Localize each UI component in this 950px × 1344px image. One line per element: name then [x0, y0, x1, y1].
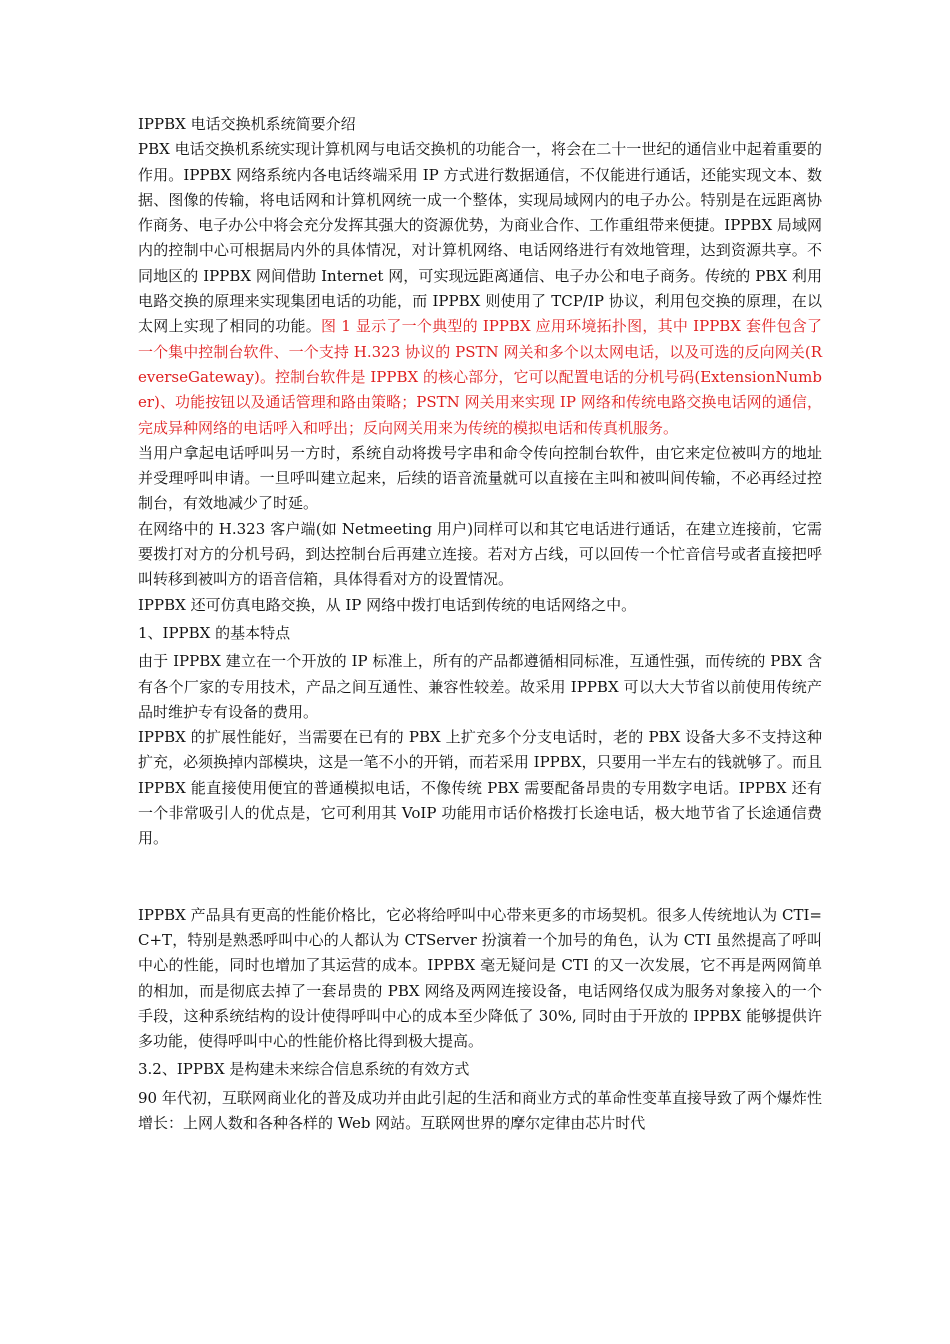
blank-spacer — [138, 852, 822, 903]
document-body — [138, 112, 822, 1136]
document-title: IPPBX 电话交换机系统简要介绍 — [138, 115, 356, 133]
call-flow-paragraph: 当用户拿起电话呼叫另一方时，系统自动将拨号字串和命令传向控制台软件，由它来定位被叫方的地址并受理呼叫申请。一旦呼叫建立起来，后续的语音流量就可以直接在主叫和被叫间传输，不必再经过控制台，有效地减少了时延。 — [138, 443, 822, 513]
intro-highlighted-text: 图 1 显示了一个典型的 IPPBX 应用环境拓扑图，其中 IPPBX 套件包含了一个集中控制台软件、一个支持 H.323 协议的 PSTN 网关和多个以太网电话，以及可选的反向网关(ReverseGateway)。控制台软件是 IPPBX 的核心部分，它可以配置电话的分机号码(ExtensionNumber)、功能按钮以及通话管理和路由策略；PSTN 网关用来实现 IP 网络和传统电路交换电话网的通信，完成异种网络的电话呼入和呼出；反向网关用来为传统的模拟电话和传真机服务。 — [138, 317, 822, 437]
h323-client-paragraph: 在网络中的 H.323 客户端(如 Netmeeting 用户)同样可以和其它电话进行通话，在建立连接前，它需要拨打对方的分机号码，到达控制台后再建立连接。若对方占线，可以回传一个忙音信号或者直接把呼叫转移到被叫方的语音信箱，具体得看对方的设置情况。 — [138, 519, 822, 589]
section-heading-basic-features: 1、IPPBX 的基本特点 — [138, 623, 291, 642]
emulation-paragraph: IPPBX 还可仿真电路交换，从 IP 网络中拨打电话到传统的电话网络之中。 — [138, 595, 637, 614]
scalability-paragraph: IPPBX 的扩展性能好，当需要在已有的 PBX 上扩充多个分支电话时，老的 PBX 设备大多不支持这种扩充，必须换掉内部模块，这是一笔不小的开销，而若采用 IPPBX，只要用一半左右的钱就够了。而且 IPPBX 能直接使用便宜的普通模拟电话，不像传统 PBX 需要配备昂贵的专用数字电话。IPPBX 还有一个非常吸引人的优点是，它可利用其 VoIP 功能用市话价格拨打长途电话，极大地节省了长途通信费用。 — [138, 728, 822, 848]
intro-paragraph — [138, 137, 822, 441]
intro-text: PBX 电话交换机系统实现计算机网与电话交换机的功能合一，将会在二十一世纪的通信业中起着重要的作用。IPPBX 网络系统内各电话终端采用 IP 方式进行数据通信，不仅能进行通话，还能实现文本、数据、图像的传输，将电话网和计算机网统一成一个整体，实现局域网内的电子办公。特别是在远距离协作商务、电子办公中将会充分发挥其强大的资源优势，为商业合作、工作重组带来便捷。IPPBX 局域网内的控制中心可根据局内外的具体情况，对计算机网络、电话网络进行有效地管理，达到资源共享。不同地区的 IPPBX 网间借助 Internet 网，可实现远距离通信、电子办公和电子商务。传统的 PBX 利用电路交换的原理来实现集团电话的功能，而 IPPBX 则使用了 TCP/IP 协议，利用包交换的原理，在以太网上实现了相同的功能。 — [138, 140, 822, 336]
section-heading-3-2: 3.2、IPPBX 是构建未来综合信息系统的有效方式 — [138, 1060, 470, 1079]
open-standard-paragraph: 由于 IPPBX 建立在一个开放的 IP 标准上，所有的产品都遵循相同标准，互通性强，而传统的 PBX 含有各个厂家的专用技术，产品之间互通性、兼容性较差。故采用 IPPBX 可以大大节省以前使用传统产品时维护专有设备的费用。 — [138, 652, 822, 721]
cti-paragraph: IPPBX 产品具有更高的性能价格比，它必将给呼叫中心带来更多的市场契机。很多人传统地认为 CTI=C+T，特别是熟悉呼叫中心的人都认为 CTServer 扮演着一个加号的角色，认为 CTI 虽然提高了呼叫中心的性能，同时也增加了其运营的成本。IPPBX 毫无疑问是 CTI 的又一次发展，它不再是两网简单的相加，而是彻底去掉了一套昂贵的 PBX 网络及两网连接设备，电话网络仅成为服务对象接入的一个手段，这种系统结构的设计使得呼叫中心的成本至少降低了 30%, 同时由于开放的 IPPBX 能够提供许多功能，使得呼叫中心的性能价格比得到极大提高。 — [138, 905, 822, 1051]
internet-paragraph: 90 年代初，互联网商业化的普及成功并由此引起的生活和商业方式的革命性变革直接导致了两个爆炸性增长：上网人数和各种各样的 Web 网站。互联网世界的摩尔定律由芯片时代 — [138, 1088, 822, 1132]
